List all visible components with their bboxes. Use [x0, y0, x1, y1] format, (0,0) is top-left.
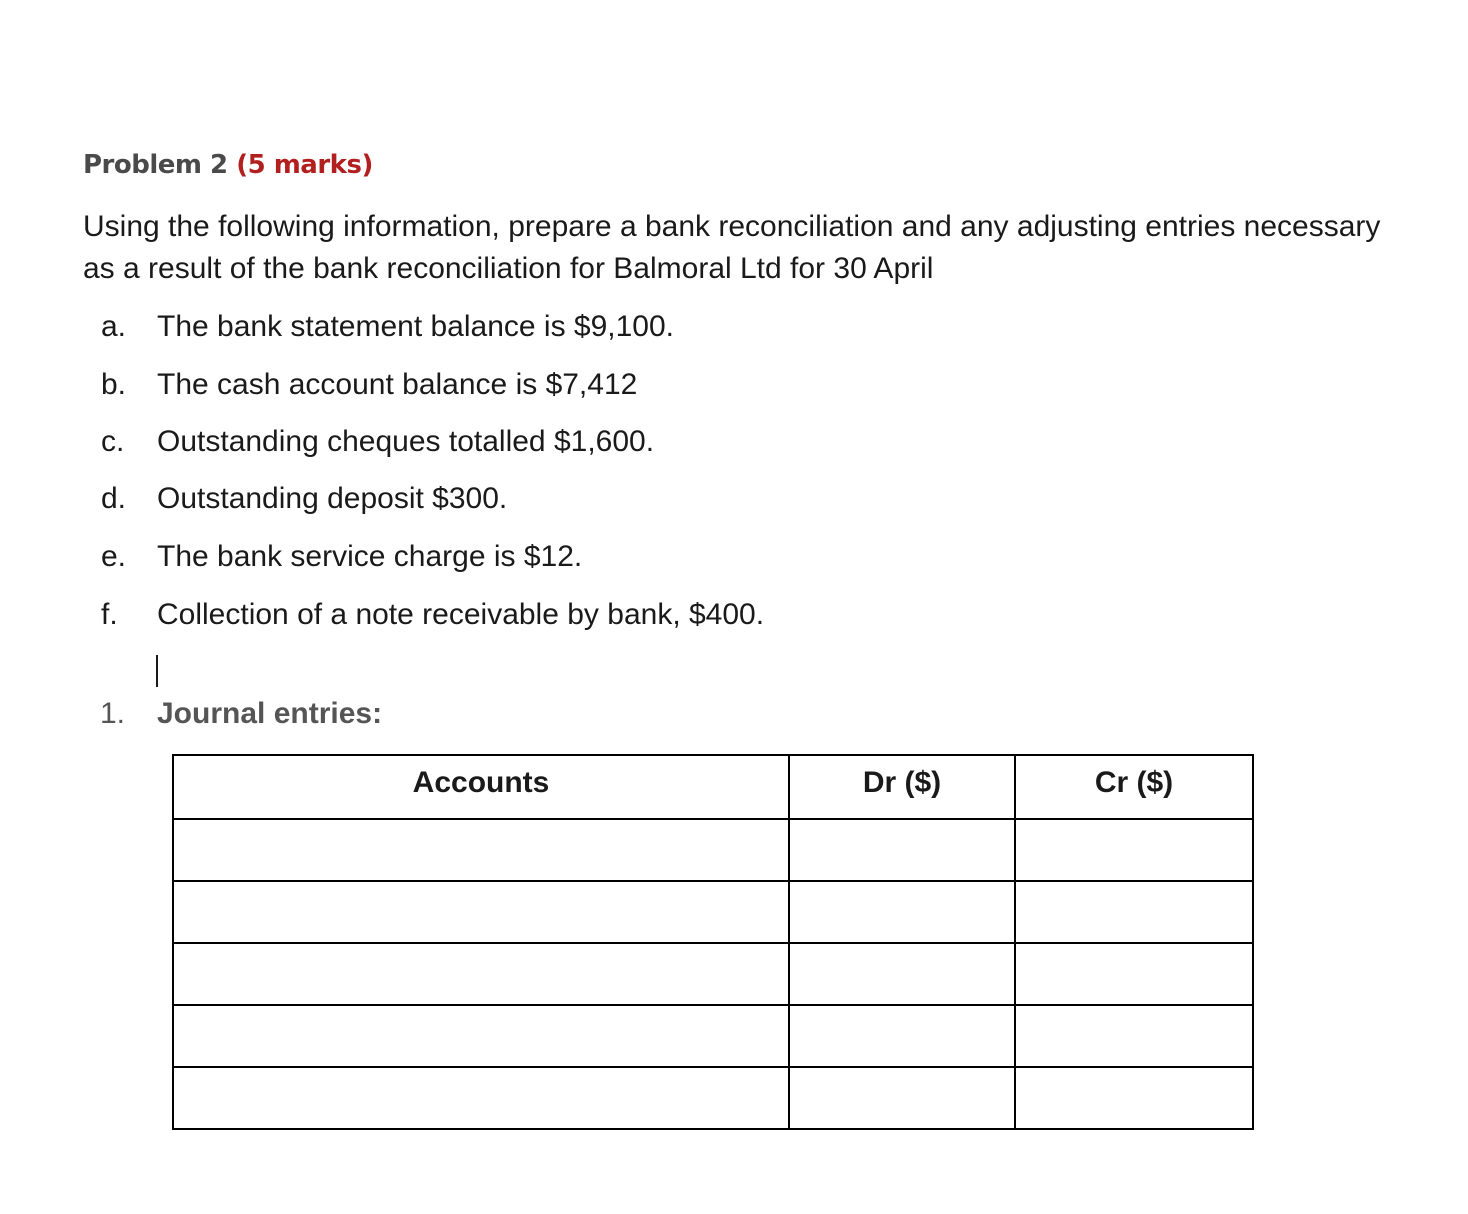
list-item [0, 479, 1000, 519]
marks-label: (5 marks) [236, 150, 373, 180]
credit-cell[interactable] [1015, 819, 1253, 881]
problem-title [83, 150, 373, 180]
accounts-header: Accounts [173, 755, 789, 819]
table-row [173, 819, 1253, 881]
list-item [0, 422, 1000, 462]
credit-cell[interactable] [1015, 1067, 1253, 1129]
list-item-text: The bank service charge is $12. [157, 540, 583, 573]
list-item-marker: c. [101, 425, 125, 458]
list-item-text: Collection of a note receivable by bank, $400. [157, 598, 765, 631]
problem-title-text: Problem 2 [83, 150, 237, 180]
account-cell[interactable] [173, 943, 789, 1005]
table-row [173, 1067, 1253, 1129]
list-item-marker: e. [101, 540, 127, 573]
account-cell[interactable] [173, 1067, 789, 1129]
credit-cell[interactable] [1015, 881, 1253, 943]
account-cell[interactable] [173, 819, 789, 881]
list-item [0, 307, 1000, 347]
list-item-marker: a. [101, 310, 127, 343]
table-row [173, 881, 1253, 943]
debit-cell[interactable] [789, 943, 1015, 1005]
list-item-marker: d. [101, 482, 127, 515]
table-row [173, 943, 1253, 1005]
journal-heading [0, 694, 800, 734]
list-item-marker: f. [101, 598, 118, 631]
credit-cell[interactable] [1015, 1005, 1253, 1067]
debit-cell[interactable] [789, 1005, 1015, 1067]
credit-cell[interactable] [1015, 943, 1253, 1005]
intro-paragraph: Using the following information, prepare a bank reconciliation and any adjusting entries necessary as a result of the bank reconciliation for Balmoral Ltd for 30 April [83, 210, 1381, 285]
journal-table [172, 754, 1254, 1130]
journal-label: Journal entries: [157, 697, 383, 730]
text-cursor [156, 655, 158, 687]
table-header-row [173, 755, 1253, 819]
list-item-text: The cash account balance is $7,412 [157, 368, 638, 401]
list-item-text: The bank statement balance is $9,100. [157, 310, 675, 343]
debit-cell[interactable] [789, 1067, 1015, 1129]
debit-cell[interactable] [789, 819, 1015, 881]
list-item-marker: b. [101, 368, 127, 401]
list-item-text: Outstanding cheques totalled $1,600. [157, 425, 655, 458]
account-cell[interactable] [173, 1005, 789, 1067]
debit-header: Dr ($) [789, 755, 1015, 819]
credit-header: Cr ($) [1015, 755, 1253, 819]
list-item-text: Outstanding deposit $300. [157, 482, 508, 515]
list-item [0, 595, 1000, 635]
journal-number: 1. [100, 697, 126, 730]
table-row [173, 1005, 1253, 1067]
account-cell[interactable] [173, 881, 789, 943]
list-item [0, 365, 1000, 405]
debit-cell[interactable] [789, 881, 1015, 943]
list-item [0, 537, 1000, 577]
